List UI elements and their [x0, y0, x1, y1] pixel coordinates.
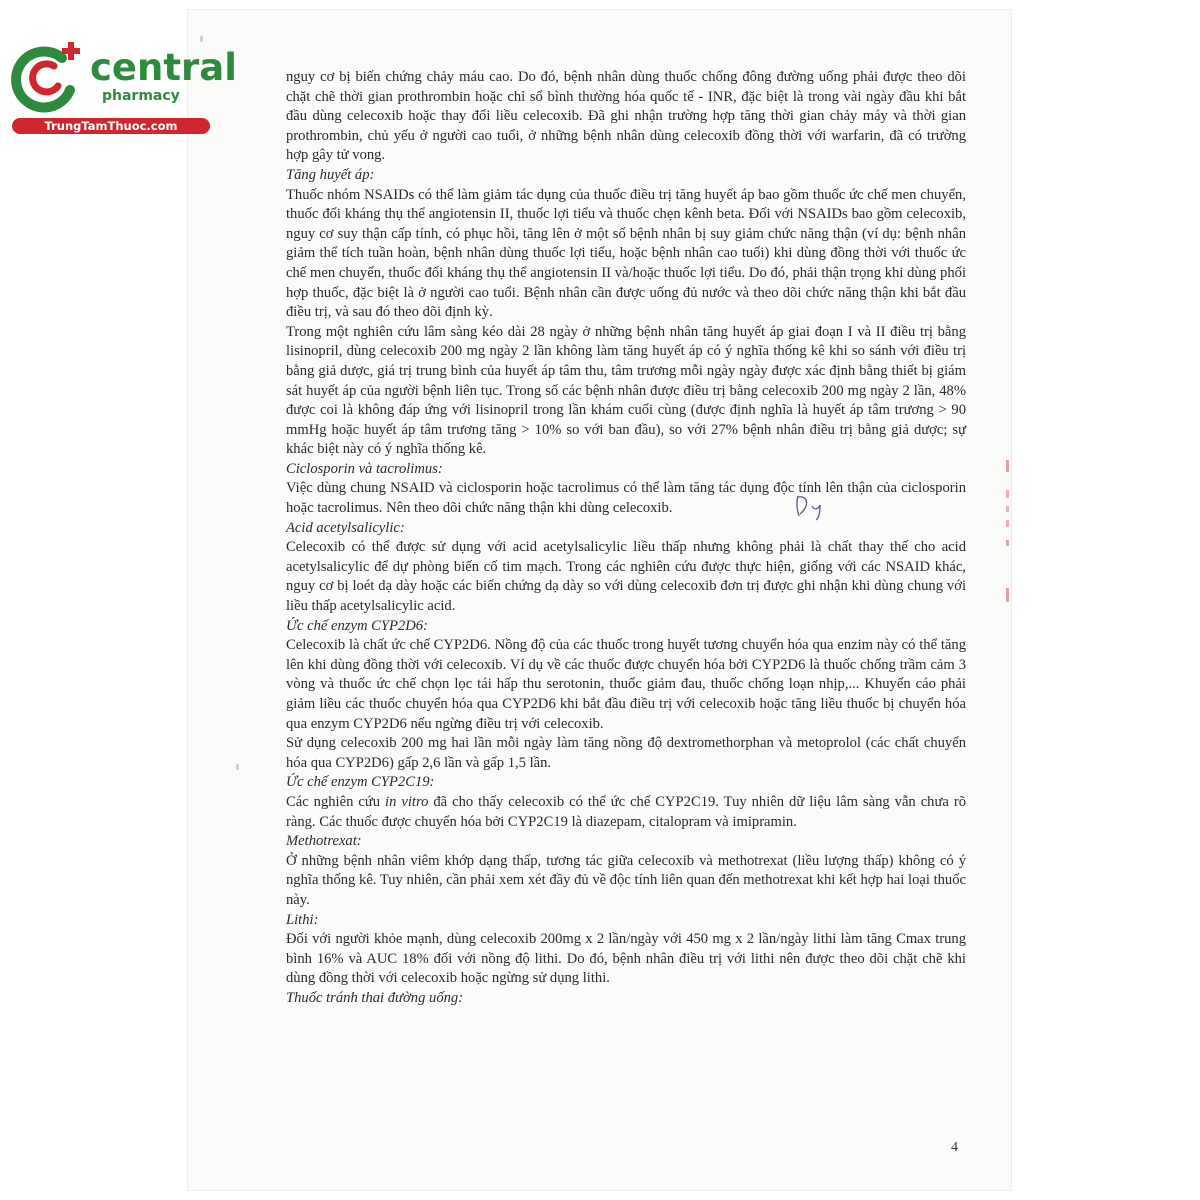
central-pharmacy-logo[interactable] [10, 40, 237, 136]
section-heading: Thuốc tránh thai đường uống: [286, 989, 464, 1006]
paragraph: Trong một nghiên cứu lâm sàng kéo dài 28 ngày ở những bệnh nhân tăng huyết áp giai đoạn I và II điều trị bằng lisinopril, dùng celecoxib 200 mg ngày 2 lần không làm tăng huyết áp có ý nghĩa thống kê khi so sánh với điều trị bằng giả dược, giá trị trung bình của huyết áp tâm thu, tâm trương mỗi ngày ngày được xác định bằng thiết bị giám sát huyết áp của người bệnh liên tục. Trong số các bệnh nhân được điều trị bằng celecoxib 200 mg ngày 2 lần, 48% được coi là không đáp ứng với lisinopril trong lần khám cuối cùng (được định nghĩa là huyết áp tâm trương > 90 mmHg hoặc huyết áp tâm trương tăng > 10% so với ban đầu), so với 27% bệnh nhân điều trị bằng giả dược; sự khác biệt này có ý nghĩa thống kê. [286, 323, 966, 458]
section-heading: Tăng huyết áp: [286, 166, 375, 183]
paragraph: Thuốc nhóm NSAIDs có thể làm giảm tác dụng của thuốc điều trị tăng huyết áp bao gồm thuốc ức chế men chuyển, thuốc đối kháng thụ thể angiotensin II, thuốc lợi tiểu và thuốc chẹn kênh beta. Đối với NSAIDs bao gồm celecoxib, nguy cơ suy thận cấp tính, có phục hồi, tăng lên ở một số bệnh nhân bị suy giảm chức năng thận (ví dụ: bệnh nhân giảm thể tích tuần hoàn, bệnh nhân dùng thuốc lợi tiểu, hoặc bệnh nhân cao tuổi) khi dùng đồng thời với thuốc ức chế men chuyển, thuốc đối kháng thụ thể angiotensin II và/hoặc thuốc lợi tiểu. Do đó, phải thận trọng khi dùng phối hợp thuốc, đặc biệt là ở người cao tuổi. Bệnh nhân cần được uống đủ nước và theo dõi chức năng thận khi bắt đầu điều trị, và sau đó theo dõi định kỳ. [286, 186, 966, 321]
section-heading: Lithi: [286, 911, 319, 928]
margin-stamp-marks [1000, 460, 1018, 610]
section-heading: Ức chế enzym CYP2D6: [286, 617, 428, 634]
handwritten-signature [792, 492, 832, 522]
paragraph-text: đã cho thấy celecoxib có thể ức chế CYP2C19. Tuy nhiên dữ liệu lâm sàng vẫn chưa rõ ràng. Các thuốc được chuyển hóa bởi CYP2C19 là diazepam, citalopram và imipramin. [286, 793, 966, 830]
section-heading: Methotrexat: [286, 833, 362, 850]
paragraph: Celecoxib là chất ức chế CYP2D6. Nồng độ của các thuốc trong huyết tương chuyển hóa qua enzim này có thể tăng lên khi dùng đồng thời với celecoxib. Ví dụ về các thuốc được chuyển hóa bởi CYP2D6 là thuốc chống trầm cảm 3 vòng và thuốc ức chế chọn lọc tái hấp thu serotonin, thuốc giảm đau, thuốc chống loạn nhịp,... Khuyến cáo phải giảm liều các thuốc chuyển hóa qua CYP2D6 khi bắt đầu điều trị với celecoxib hoặc tăng liều thuốc bị chuyển hóa qua enzym CYP2D6 nếu ngừng điều trị với celecoxib. [286, 637, 966, 732]
logo-subtitle: pharmacy [102, 88, 180, 104]
paragraph: Sử dụng celecoxib 200 mg hai lần mỗi ngày làm tăng nồng độ dextromethorphan và metoprolol (các chất chuyển hóa qua CYP2D6) gấp 2,6 lần và gấp 1,5 lần. [286, 735, 966, 771]
paragraph: Ở những bệnh nhân viêm khớp dạng thấp, tương tác giữa celecoxib và methotrexat (liều lượng thấp) không có ý nghĩa thống kê. Tuy nhiên, cần phải xem xét đầy đủ về độc tính liên quan đến methotrexat khi kết hợp hai loại thuốc này. [286, 852, 966, 908]
paragraph: Đối với người khỏe mạnh, dùng celecoxib 200mg x 2 lần/ngày với 450 mg x 2 lần/ngày lithi làm tăng Cmax trung bình 16% và AUC 18% đối với nồng độ lithi. Do đó, bệnh nhân điều trị với lithi nên được theo dõi chặt chẽ khi dùng đồng thời với celecoxib hoặc ngừng sử dụng lithi. [286, 931, 966, 987]
logo-name: central [90, 46, 237, 89]
paragraph: Việc dùng chung NSAID và ciclosporin hoặc tacrolimus có thể làm tăng tác dụng độc tính lên thận của ciclosporin hoặc tacrolimus. Nên theo dõi chức năng thận khi dùng celecoxib. [286, 480, 966, 517]
section-heading: Acid acetylsalicylic: [286, 519, 405, 536]
paragraph-text: Các nghiên cứu [286, 793, 386, 810]
paragraph: Celecoxib có thể được sử dụng với acid acetylsalicylic liều thấp nhưng không phải là chất thay thế cho acid acetylsalicylic để dự phòng biến cố tim mạch. Trong các nghiên cứu được thực hiện, giống với các NSAID khác, nguy cơ bị loét dạ dày hoặc các biến chứng dạ dày so với dùng celecoxib đơn trị được ghi nhận khi dùng chung với liều thấp acetylsalicylic acid. [286, 539, 966, 615]
logo-url-banner[interactable]: TrungTamThuoc.com [12, 118, 210, 134]
section-heading: Ciclosporin và tacrolimus: [286, 460, 443, 477]
paragraph [286, 793, 966, 832]
scan-mark [236, 764, 239, 770]
section-heading: Ức chế enzym CYP2C19: [286, 774, 435, 791]
document-body [286, 68, 966, 1009]
scan-mark [200, 36, 203, 42]
pharmacy-cross-icon [10, 40, 90, 114]
emphasis-text: in vitro [385, 793, 429, 810]
page-number: 4 [951, 1140, 958, 1155]
paragraph: nguy cơ bị biến chứng chảy máu cao. Do đó, bệnh nhân dùng thuốc chống đông đường uống phải được theo dõi chặt chẽ thời gian prothrombin hoặc chỉ số bình thường hóa quốc tế - INR, đặc biệt là trong vài ngày đầu khi bắt đầu dùng celecoxib hoặc thay đổi liều celecoxib. Đã ghi nhận trường hợp tăng thời gian chảy máy và thời gian prothrombin, chủ yếu ở người cao tuổi, ở những bệnh nhân dùng celecoxib đồng thời với warfarin, đã có trường hợp gây tử vong. [286, 69, 966, 164]
